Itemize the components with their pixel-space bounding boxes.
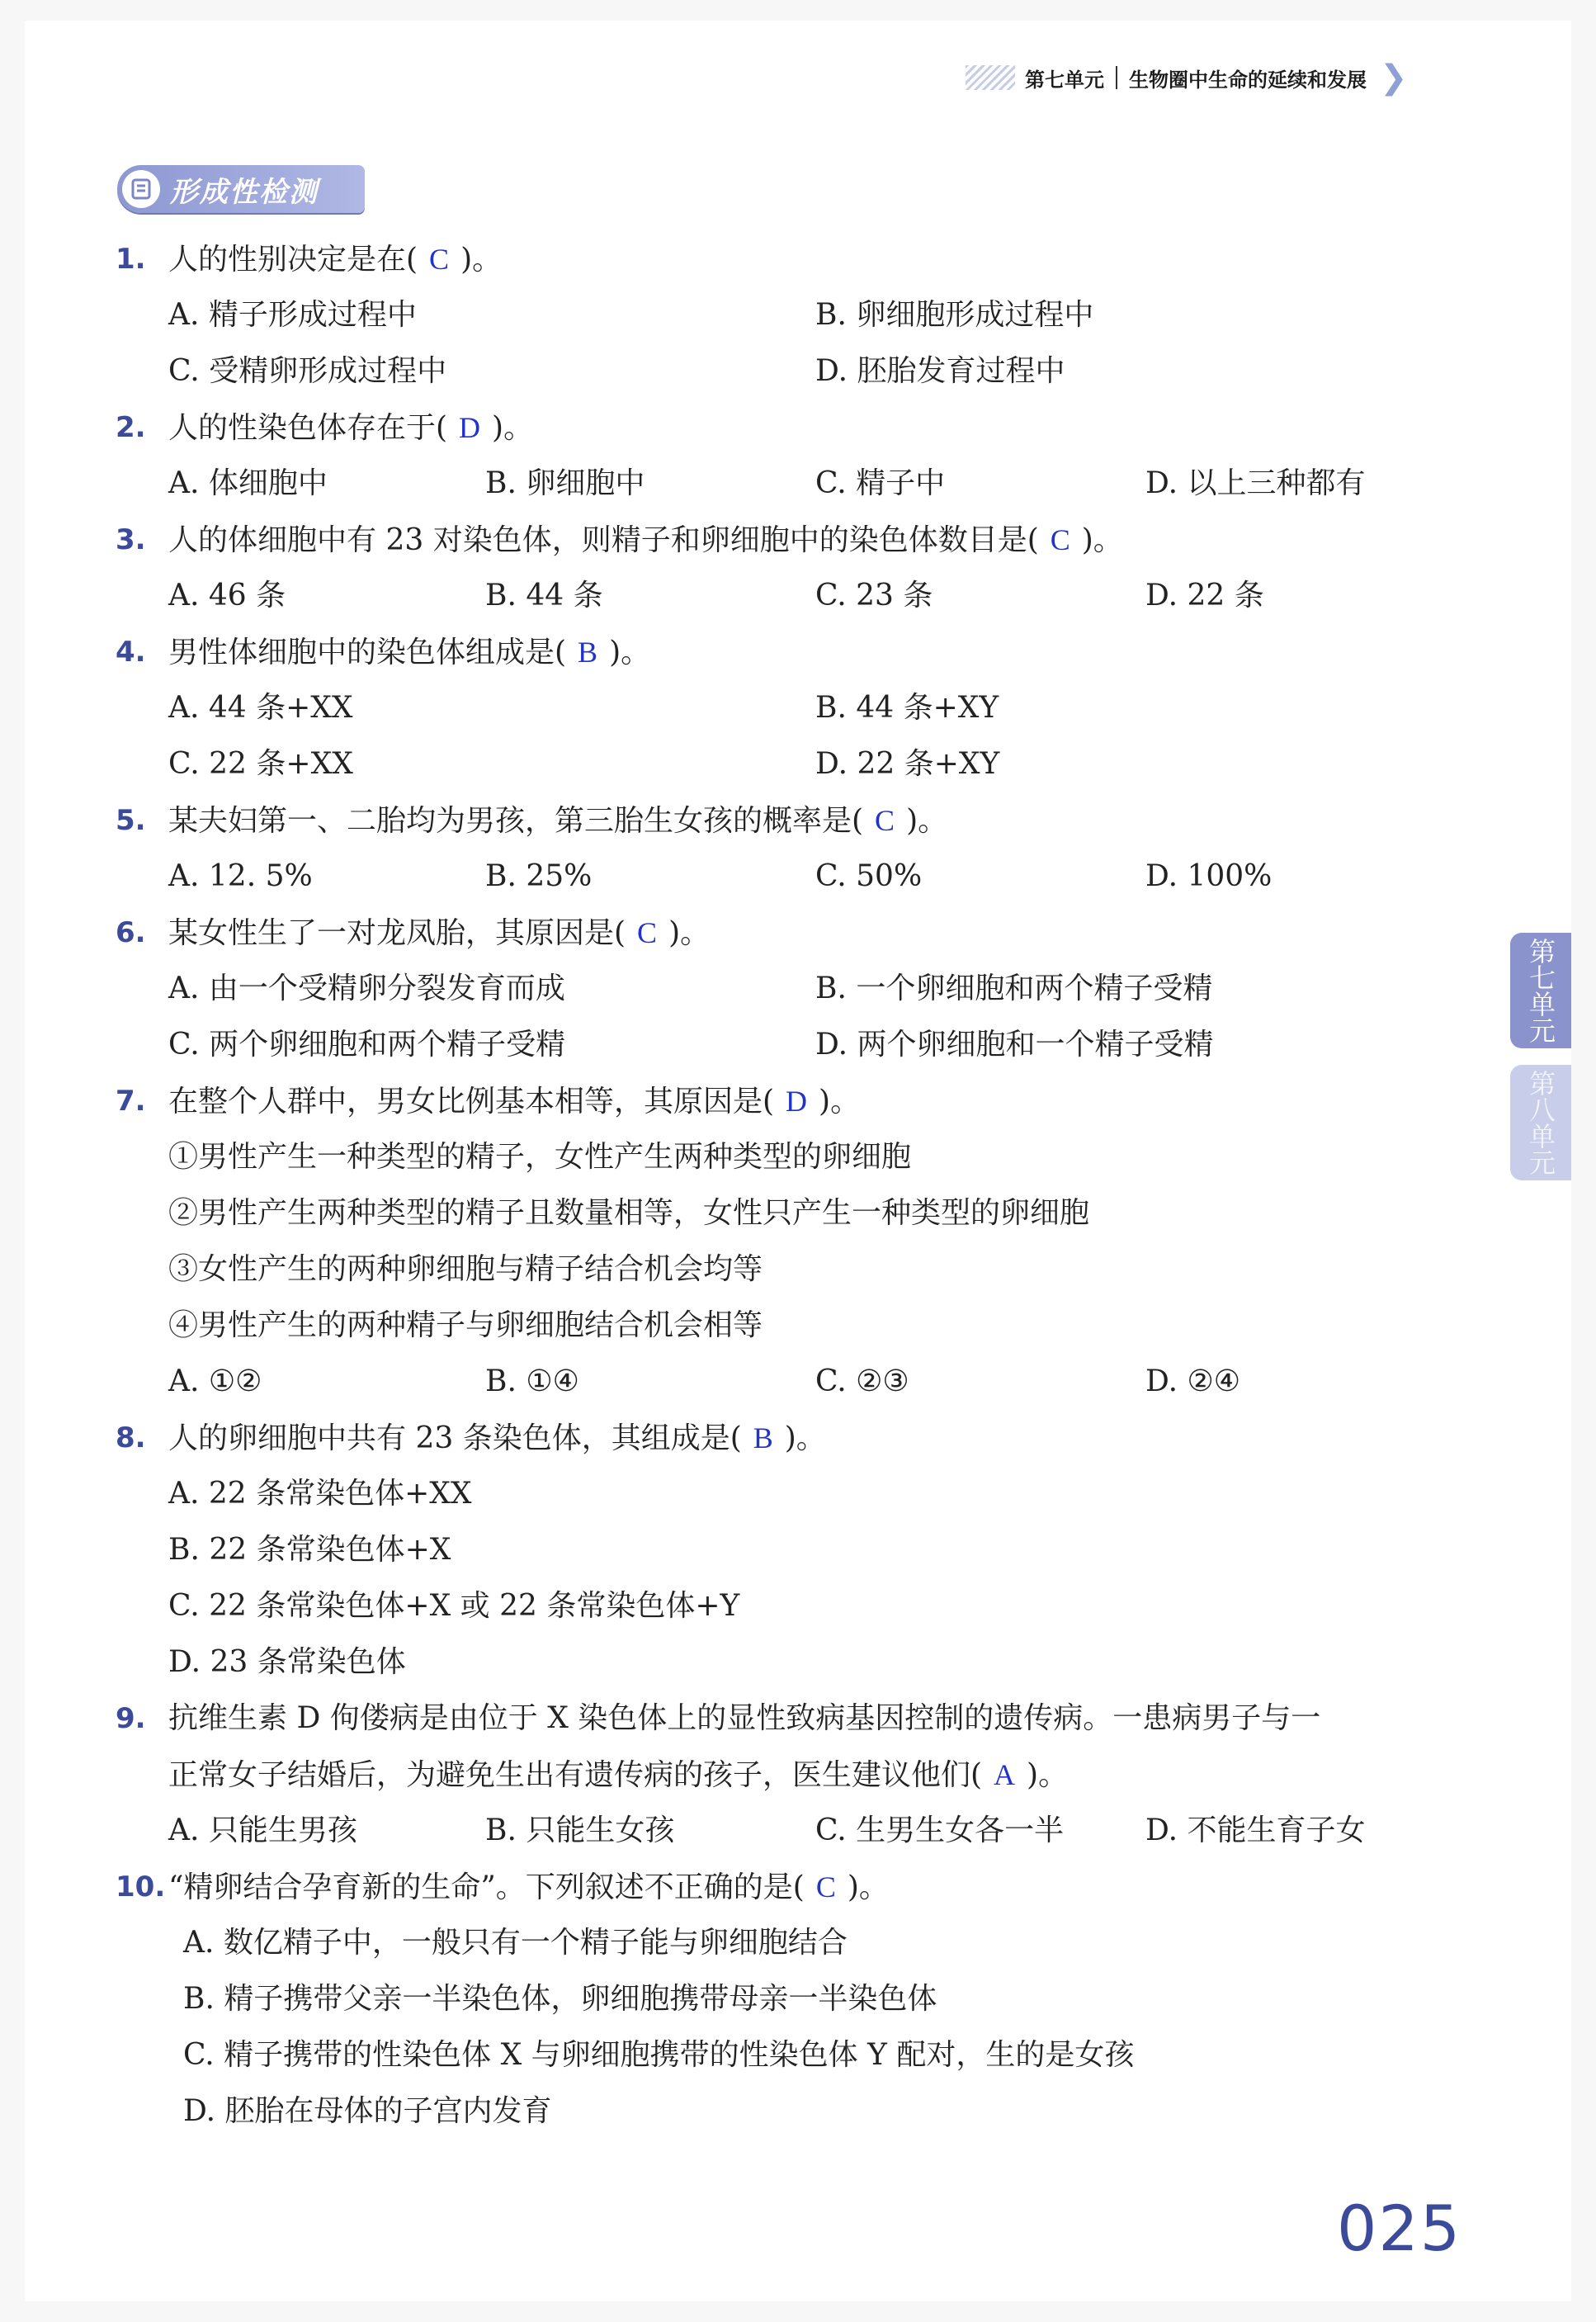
option: A. 体细胞中 <box>168 466 328 500</box>
option: B. 22 条常染色体+X <box>168 1533 451 1567</box>
stem-end: )。 <box>609 636 651 669</box>
answer-mark: C <box>815 1870 836 1903</box>
answer-mark: C <box>429 243 450 276</box>
option: B. ①④ <box>485 1364 579 1398</box>
option: D. 22 条+XY <box>815 747 1000 781</box>
question-stem <box>168 1869 889 1906</box>
question-stem <box>168 241 502 278</box>
option: D. 以上三种都有 <box>1145 466 1366 500</box>
option: A. 22 条常染色体+XX <box>168 1477 472 1511</box>
option: C. 精子中 <box>815 466 946 500</box>
option: D. ②④ <box>1145 1364 1241 1398</box>
statement-text: ④男性产生的两种精子与卵细胞结合机会相等 <box>168 1308 763 1342</box>
stem-text: 在整个人群中，男女比例基本相等，其原因是( <box>168 1085 775 1118</box>
option: D. 不能生育子女 <box>1145 1814 1366 1847</box>
option: C. 生男生女各一半 <box>815 1814 1065 1847</box>
option: B. 精子携带父亲一半染色体，卵细胞携带母亲一半染色体 <box>183 1982 937 2016</box>
question-stem <box>168 802 947 839</box>
question-number: 7. <box>116 1085 146 1118</box>
page-number: 025 <box>1337 2192 1462 2265</box>
option: C. 精子携带的性染色体 X 与卵细胞携带的性染色体 Y 配对，生的是女孩 <box>183 2038 1135 2072</box>
header-divider <box>1116 66 1117 89</box>
question-stem <box>168 1757 1068 1794</box>
section-title: 形成性检测 <box>170 175 319 209</box>
stem-text: 人的性别决定是在( <box>168 243 418 277</box>
stem-end: )。 <box>906 804 948 838</box>
stem-end: )。 <box>492 411 534 445</box>
option: D. 100% <box>1145 859 1273 893</box>
question-number: 5. <box>116 804 146 837</box>
answer-mark: C <box>1050 523 1070 556</box>
option: D. 23 条常染色体 <box>168 1645 406 1679</box>
header-unit: 第七单元 <box>1025 68 1104 92</box>
stem-text: 人的体细胞中有 23 对染色体，则精子和卵细胞中的染色体数目是( <box>168 523 1039 557</box>
option: B. 卵细胞中 <box>485 466 645 500</box>
document-icon <box>122 170 160 208</box>
answer-mark: D <box>786 1085 808 1118</box>
option: D. 22 条 <box>1145 579 1264 612</box>
question-number: 3. <box>116 523 146 556</box>
option: B. 卵细胞形成过程中 <box>815 298 1094 332</box>
stem-end: )。 <box>847 1870 889 1904</box>
option: A. 44 条+XX <box>168 691 353 725</box>
statement-text: ③女性产生的两种卵细胞与精子结合机会均等 <box>168 1252 763 1286</box>
option: A. 只能生男孩 <box>168 1814 357 1847</box>
tab-label: 第七单元 <box>1525 938 1556 1043</box>
answer-mark: C <box>875 804 895 837</box>
stem-end: )。 <box>1081 523 1123 557</box>
option: C. 23 条 <box>815 579 933 612</box>
option: C. 22 条常染色体+X 或 22 条常染色体+Y <box>168 1589 740 1623</box>
question-number: 4. <box>116 636 146 669</box>
question-number: 9. <box>116 1702 146 1735</box>
stem-end: )。 <box>784 1421 826 1455</box>
stem-end: )。 <box>460 243 503 277</box>
option: A. 精子形成过程中 <box>168 298 417 332</box>
option: B. 44 条+XY <box>815 691 999 725</box>
option: C. 受精卵形成过程中 <box>168 354 447 388</box>
header-title: 生物圈中生命的延续和发展 <box>1129 68 1367 92</box>
option: A. 由一个受精卵分裂发育而成 <box>168 972 565 1005</box>
option: D. 两个卵细胞和一个精子受精 <box>815 1028 1214 1062</box>
answer-mark: C <box>637 916 658 949</box>
option: A. 46 条 <box>168 579 286 612</box>
answer-mark: B <box>578 636 598 669</box>
option: C. 50% <box>815 859 923 893</box>
stem-end: )。 <box>668 916 711 950</box>
answer-mark: A <box>994 1758 1016 1791</box>
option: B. 25% <box>485 859 593 893</box>
tab-unit-8[interactable] <box>1510 1065 1571 1180</box>
option: C. 两个卵细胞和两个精子受精 <box>168 1028 566 1062</box>
header-decoration <box>966 65 1015 90</box>
stem-end: )。 <box>1027 1758 1069 1792</box>
question-stem <box>168 1420 826 1457</box>
page-header <box>966 59 1444 96</box>
stem-text: 男性体细胞中的染色体组成是( <box>168 636 567 669</box>
option: A. ①② <box>168 1364 262 1398</box>
option: C. ②③ <box>815 1364 909 1398</box>
stem-text: 抗维生素 D 佝偻病是由位于 X 染色体上的显性致病基因控制的遗传病。一患病男子与一 <box>168 1701 1321 1735</box>
option: A. 数亿精子中，一般只有一个精子能与卵细胞结合 <box>183 1926 848 1960</box>
answer-mark: B <box>753 1421 773 1454</box>
option: B. 一个卵细胞和两个精子受精 <box>815 972 1213 1005</box>
question-number: 2. <box>116 411 146 444</box>
stem-end: )。 <box>819 1085 861 1118</box>
stem-text: 某女性生了一对龙凤胎，其原因是( <box>168 916 626 950</box>
option: D. 胚胎在母体的子宫内发育 <box>183 2094 552 2128</box>
stem-text: 人的卵细胞中共有 23 条染色体，其组成是( <box>168 1421 742 1455</box>
option: D. 胚胎发育过程中 <box>815 354 1065 388</box>
question-stem <box>168 522 1123 559</box>
stem-text: 人的性染色体存在于( <box>168 411 448 445</box>
statement-text: ②男性产生两种类型的精子且数量相等，女性只产生一种类型的卵细胞 <box>168 1196 1090 1230</box>
tab-label: 第八单元 <box>1525 1070 1556 1175</box>
question-number: 8. <box>116 1421 146 1454</box>
question-number: 1. <box>116 243 146 276</box>
stem-text: 正常女子结婚后，为避免生出有遗传病的孩子，医生建议他们( <box>168 1758 983 1792</box>
section-badge <box>117 165 365 213</box>
question-number: 10. <box>116 1870 166 1903</box>
tab-unit-7[interactable] <box>1510 933 1571 1048</box>
option: A. 12. 5% <box>168 859 313 893</box>
stem-text: 某夫妇第一、二胎均为男孩，第三胎生女孩的概率是( <box>168 804 864 838</box>
question-stem <box>168 915 710 952</box>
question-stem <box>168 409 533 447</box>
answer-mark: D <box>459 411 481 444</box>
option: C. 22 条+XX <box>168 747 353 781</box>
option: B. 44 条 <box>485 579 603 612</box>
question-stem <box>168 634 650 671</box>
option: B. 只能生女孩 <box>485 1814 675 1847</box>
chevron-right-icon: ❯ <box>1380 59 1408 97</box>
question-number: 6. <box>116 916 146 949</box>
stem-text: “精卵结合孕育新的生命”。下列叙述不正确的是( <box>168 1870 805 1904</box>
statement-text: ①男性产生一种类型的精子，女性产生两种类型的卵细胞 <box>168 1140 912 1174</box>
question-stem <box>168 1083 860 1120</box>
